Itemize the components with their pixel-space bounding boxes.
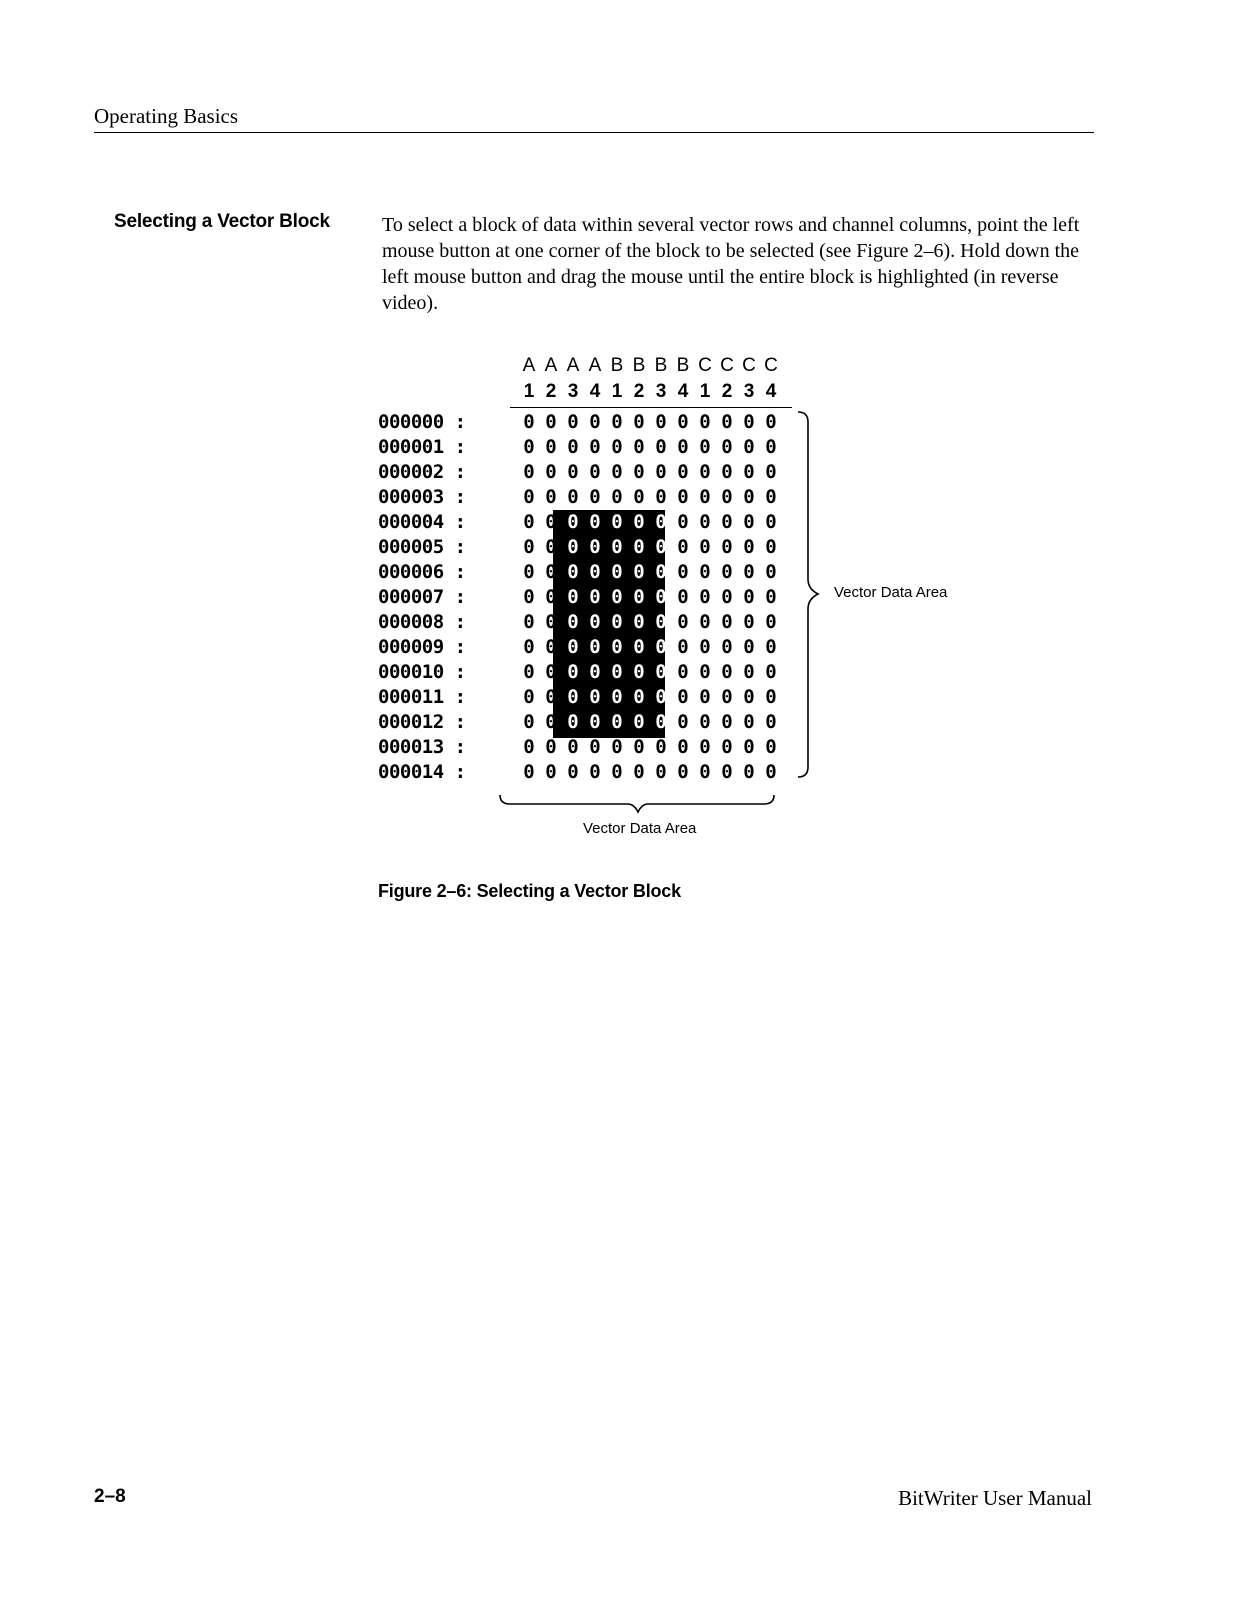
bit-cell[interactable]: 0 (611, 411, 623, 433)
selected-bit-cell[interactable]: 0 (611, 561, 623, 583)
selected-bit-cell[interactable]: 0 (655, 561, 667, 583)
column-letter: A (544, 355, 558, 376)
bit-cell[interactable]: 0 (699, 586, 711, 608)
selected-bit-cell[interactable]: 0 (567, 711, 579, 733)
column-letter: C (720, 355, 734, 376)
bit-cell[interactable]: 0 (721, 411, 733, 433)
bit-cell[interactable]: 0 (721, 711, 733, 733)
bit-cell[interactable]: 0 (545, 586, 557, 608)
row-address: 000003 : (378, 486, 466, 508)
bit-cell[interactable]: 0 (545, 636, 557, 658)
bit-cell[interactable]: 0 (545, 486, 557, 508)
bit-cell[interactable]: 0 (743, 611, 755, 633)
bit-cell[interactable]: 0 (721, 661, 733, 683)
bit-cell[interactable]: 0 (545, 661, 557, 683)
selected-bit-cell[interactable]: 0 (633, 611, 645, 633)
bit-cell[interactable]: 0 (765, 761, 777, 783)
bit-cell[interactable]: 0 (699, 536, 711, 558)
bit-cell[interactable]: 0 (567, 411, 579, 433)
bit-cell[interactable]: 0 (633, 761, 645, 783)
bit-cell[interactable]: 0 (765, 686, 777, 708)
bit-cell[interactable]: 0 (655, 411, 667, 433)
bit-cell[interactable]: 0 (589, 411, 601, 433)
bit-cell[interactable]: 0 (743, 536, 755, 558)
bit-cell[interactable]: 0 (677, 611, 689, 633)
bit-cell[interactable]: 0 (699, 486, 711, 508)
manual-title: BitWriter User Manual (898, 1486, 1092, 1510)
bit-cell[interactable]: 0 (743, 561, 755, 583)
bit-cell[interactable]: 0 (721, 611, 733, 633)
selected-bit-cell[interactable]: 0 (633, 661, 645, 683)
bit-cell[interactable]: 0 (523, 686, 535, 708)
bit-cell[interactable]: 0 (743, 636, 755, 658)
column-number: 1 (523, 381, 535, 402)
bit-cell[interactable]: 0 (677, 736, 689, 758)
bit-cell[interactable]: 0 (567, 736, 579, 758)
bit-cell[interactable]: 0 (677, 461, 689, 483)
selected-bit-cell[interactable]: 0 (633, 586, 645, 608)
bit-cell[interactable]: 0 (743, 661, 755, 683)
column-number: 4 (677, 381, 689, 402)
bit-cell[interactable]: 0 (721, 486, 733, 508)
bit-cell[interactable]: 0 (523, 711, 535, 733)
selected-bit-cell[interactable]: 0 (655, 686, 667, 708)
selected-bit-cell[interactable]: 0 (633, 561, 645, 583)
bit-cell[interactable]: 0 (567, 461, 579, 483)
bit-cell[interactable]: 0 (699, 636, 711, 658)
bit-cell[interactable]: 0 (677, 761, 689, 783)
selected-bit-cell[interactable]: 0 (611, 711, 623, 733)
column-number: 2 (545, 381, 557, 402)
selected-bit-cell[interactable]: 0 (655, 511, 667, 533)
selected-bit-cell[interactable]: 0 (655, 661, 667, 683)
column-letter: C (764, 355, 778, 376)
bit-cell[interactable]: 0 (743, 736, 755, 758)
selected-bit-cell[interactable]: 0 (611, 511, 623, 533)
row-address: 000006 : (378, 561, 466, 583)
bottom-brace (500, 795, 774, 812)
selected-bit-cell[interactable]: 0 (611, 661, 623, 683)
selected-bit-cell[interactable]: 0 (567, 586, 579, 608)
bit-cell[interactable]: 0 (523, 511, 535, 533)
bit-cell[interactable]: 0 (765, 661, 777, 683)
bit-cell[interactable]: 0 (743, 761, 755, 783)
selected-bit-cell[interactable]: 0 (655, 586, 667, 608)
row-address: 000007 : (378, 586, 466, 608)
running-header: Operating Basics (94, 104, 239, 128)
row-address: 000000 : (378, 411, 466, 433)
bit-cell[interactable]: 0 (545, 686, 557, 708)
column-number: 1 (699, 381, 711, 402)
bit-cell[interactable]: 0 (589, 461, 601, 483)
bit-cell[interactable]: 0 (655, 461, 667, 483)
bit-cell[interactable]: 0 (743, 686, 755, 708)
column-letter: A (588, 355, 602, 376)
bit-cell[interactable]: 0 (545, 536, 557, 558)
row-address: 000012 : (378, 711, 466, 733)
bit-cell[interactable]: 0 (655, 761, 667, 783)
bit-cell[interactable]: 0 (611, 486, 623, 508)
bit-cell[interactable]: 0 (721, 761, 733, 783)
selected-bit-cell[interactable]: 0 (589, 586, 601, 608)
figure-caption: Figure 2–6: Selecting a Vector Block (378, 881, 681, 901)
body-paragraph: To select a block of data within several vector rows and channel columns, point the left mouse button at one corner of the block to be selected (see Figure 2–6). Hold down the left mouse button and drag the mouse until the entire block is highlighted (in reverse video). (382, 214, 1080, 314)
row-address: 000013 : (378, 736, 466, 758)
bit-cell[interactable]: 0 (699, 411, 711, 433)
bit-cell[interactable]: 0 (743, 511, 755, 533)
bit-cell[interactable]: 0 (545, 411, 557, 433)
selected-bit-cell[interactable]: 0 (611, 586, 623, 608)
bit-cell[interactable]: 0 (523, 661, 535, 683)
column-letter: A (522, 355, 536, 376)
bit-cell[interactable]: 0 (765, 636, 777, 658)
row-address: 000005 : (378, 536, 466, 558)
selected-bit-cell[interactable]: 0 (567, 536, 579, 558)
bit-cell[interactable]: 0 (523, 761, 535, 783)
selected-bit-cell[interactable]: 0 (611, 686, 623, 708)
bit-cell[interactable]: 0 (523, 561, 535, 583)
bit-cell[interactable]: 0 (655, 436, 667, 458)
bit-cell[interactable]: 0 (721, 586, 733, 608)
selected-bit-cell[interactable]: 0 (567, 661, 579, 683)
selected-bit-cell[interactable]: 0 (589, 511, 601, 533)
selected-bit-cell[interactable]: 0 (611, 611, 623, 633)
brace-shapes (378, 355, 998, 855)
bit-cell[interactable]: 0 (523, 536, 535, 558)
column-number: 4 (589, 381, 601, 402)
selected-bit-cell[interactable]: 0 (589, 611, 601, 633)
bit-cell[interactable]: 0 (699, 436, 711, 458)
column-letter: B (654, 355, 668, 376)
selected-bit-cell[interactable]: 0 (611, 636, 623, 658)
column-number: 1 (611, 381, 623, 402)
column-number: 3 (655, 381, 667, 402)
bit-cell[interactable]: 0 (765, 711, 777, 733)
page-number: 2–8 (94, 1486, 126, 1507)
bit-cell[interactable]: 0 (677, 711, 689, 733)
bit-cell[interactable]: 0 (655, 486, 667, 508)
bit-cell[interactable]: 0 (765, 586, 777, 608)
bit-cell[interactable]: 0 (765, 461, 777, 483)
bit-cell[interactable]: 0 (523, 461, 535, 483)
bit-cell[interactable]: 0 (765, 736, 777, 758)
selected-bit-cell[interactable]: 0 (589, 636, 601, 658)
bit-cell[interactable]: 0 (721, 736, 733, 758)
selected-bit-cell[interactable]: 0 (567, 686, 579, 708)
column-number: 4 (765, 381, 777, 402)
bit-cell[interactable]: 0 (611, 436, 623, 458)
selected-bit-cell[interactable]: 0 (567, 561, 579, 583)
column-letter: C (742, 355, 756, 376)
bit-cell[interactable]: 0 (721, 636, 733, 658)
bit-cell[interactable]: 0 (765, 511, 777, 533)
bit-cell[interactable]: 0 (699, 686, 711, 708)
bit-cell[interactable]: 0 (699, 736, 711, 758)
bottom-brace-label: Vector Data Area (583, 820, 697, 837)
row-address: 000002 : (378, 461, 466, 483)
bit-cell[interactable]: 0 (699, 761, 711, 783)
bit-cell[interactable]: 0 (721, 686, 733, 708)
column-letter: B (610, 355, 624, 376)
bit-cell[interactable]: 0 (589, 761, 601, 783)
bit-cell[interactable]: 0 (545, 461, 557, 483)
bit-cell[interactable]: 0 (611, 461, 623, 483)
bit-cell[interactable]: 0 (677, 411, 689, 433)
selected-bit-cell[interactable]: 0 (633, 511, 645, 533)
selected-bit-cell[interactable]: 0 (589, 711, 601, 733)
bit-cell[interactable]: 0 (721, 461, 733, 483)
bit-cell[interactable]: 0 (567, 761, 579, 783)
bit-cell[interactable]: 0 (589, 736, 601, 758)
bit-cell[interactable]: 0 (545, 761, 557, 783)
bit-cell[interactable]: 0 (765, 536, 777, 558)
selected-bit-cell[interactable]: 0 (655, 711, 667, 733)
bit-cell[interactable]: 0 (545, 561, 557, 583)
bit-cell[interactable]: 0 (523, 486, 535, 508)
bit-cell[interactable]: 0 (523, 736, 535, 758)
column-letter: B (676, 355, 690, 376)
bit-cell[interactable]: 0 (567, 436, 579, 458)
bit-cell[interactable]: 0 (633, 486, 645, 508)
selected-bit-cell[interactable]: 0 (567, 611, 579, 633)
vector-block-figure (378, 355, 998, 855)
bit-cell[interactable]: 0 (677, 436, 689, 458)
selected-bit-cell[interactable]: 0 (589, 561, 601, 583)
row-address: 000011 : (378, 686, 466, 708)
bit-cell[interactable]: 0 (765, 561, 777, 583)
selected-bit-cell[interactable]: 0 (633, 536, 645, 558)
right-brace (798, 412, 818, 777)
bit-cell[interactable]: 0 (699, 711, 711, 733)
bit-cell[interactable]: 0 (677, 561, 689, 583)
bit-cell[interactable]: 0 (523, 411, 535, 433)
column-letter: B (632, 355, 646, 376)
column-number: 3 (567, 381, 579, 402)
bit-cell[interactable]: 0 (545, 736, 557, 758)
selected-bit-cell[interactable]: 0 (633, 711, 645, 733)
bit-cell[interactable]: 0 (633, 411, 645, 433)
bit-cell[interactable]: 0 (699, 661, 711, 683)
column-letter: C (698, 355, 712, 376)
selected-bit-cell[interactable]: 0 (589, 536, 601, 558)
bit-cell[interactable]: 0 (545, 611, 557, 633)
bit-cell[interactable]: 0 (589, 486, 601, 508)
bit-cell[interactable]: 0 (721, 536, 733, 558)
bit-cell[interactable]: 0 (545, 436, 557, 458)
bit-cell[interactable]: 0 (721, 511, 733, 533)
selected-bit-cell[interactable]: 0 (655, 611, 667, 633)
selected-bit-cell[interactable]: 0 (567, 636, 579, 658)
bit-cell[interactable]: 0 (765, 611, 777, 633)
selected-bit-cell[interactable]: 0 (589, 661, 601, 683)
bit-cell[interactable]: 0 (743, 586, 755, 608)
selected-bit-cell[interactable]: 0 (655, 636, 667, 658)
selected-bit-cell[interactable]: 0 (633, 636, 645, 658)
column-number: 2 (721, 381, 733, 402)
bit-cell[interactable]: 0 (523, 436, 535, 458)
bit-cell[interactable]: 0 (743, 461, 755, 483)
bit-cell[interactable]: 0 (589, 436, 601, 458)
bit-cell[interactable]: 0 (611, 736, 623, 758)
bit-cell[interactable]: 0 (765, 411, 777, 433)
bit-cell[interactable]: 0 (677, 536, 689, 558)
bit-cell[interactable]: 0 (545, 711, 557, 733)
header-rule (94, 132, 1094, 133)
bit-cell[interactable]: 0 (765, 486, 777, 508)
bit-cell[interactable]: 0 (611, 761, 623, 783)
right-brace-label: Vector Data Area (834, 584, 948, 601)
bit-cell[interactable]: 0 (655, 736, 667, 758)
column-number: 2 (633, 381, 645, 402)
column-number: 3 (743, 381, 755, 402)
row-address: 000009 : (378, 636, 466, 658)
bit-cell[interactable]: 0 (743, 411, 755, 433)
bit-cell[interactable]: 0 (677, 486, 689, 508)
bit-cell[interactable]: 0 (677, 636, 689, 658)
bit-cell[interactable]: 0 (699, 511, 711, 533)
row-address: 000008 : (378, 611, 466, 633)
row-address: 000001 : (378, 436, 466, 458)
bit-cell[interactable]: 0 (721, 561, 733, 583)
row-address: 000010 : (378, 661, 466, 683)
bit-cell[interactable]: 0 (523, 611, 535, 633)
selected-bit-cell[interactable]: 0 (633, 686, 645, 708)
row-address: 000014 : (378, 761, 466, 783)
bit-cell[interactable]: 0 (677, 686, 689, 708)
bit-cell[interactable]: 0 (721, 436, 733, 458)
bit-cell[interactable]: 0 (633, 461, 645, 483)
bit-cell[interactable]: 0 (743, 486, 755, 508)
bit-cell[interactable]: 0 (677, 511, 689, 533)
bit-cell[interactable]: 0 (699, 611, 711, 633)
selected-bit-cell[interactable]: 0 (655, 536, 667, 558)
bit-cell[interactable]: 0 (633, 736, 645, 758)
bit-cell[interactable]: 0 (699, 561, 711, 583)
bit-cell[interactable]: 0 (633, 436, 645, 458)
bit-cell[interactable]: 0 (677, 586, 689, 608)
bit-cell[interactable]: 0 (765, 436, 777, 458)
selected-bit-cell[interactable]: 0 (589, 686, 601, 708)
selected-bit-cell[interactable]: 0 (611, 536, 623, 558)
bit-cell[interactable]: 0 (699, 461, 711, 483)
row-address: 000004 : (378, 511, 466, 533)
section-heading: Selecting a Vector Block (114, 211, 330, 232)
bit-cell[interactable]: 0 (545, 511, 557, 533)
bit-cell[interactable]: 0 (567, 486, 579, 508)
column-letter: A (566, 355, 580, 376)
bit-cell[interactable]: 0 (677, 661, 689, 683)
bit-cell[interactable]: 0 (743, 436, 755, 458)
bit-cell[interactable]: 0 (523, 636, 535, 658)
bit-cell[interactable]: 0 (523, 586, 535, 608)
selected-bit-cell[interactable]: 0 (567, 511, 579, 533)
bit-cell[interactable]: 0 (743, 711, 755, 733)
